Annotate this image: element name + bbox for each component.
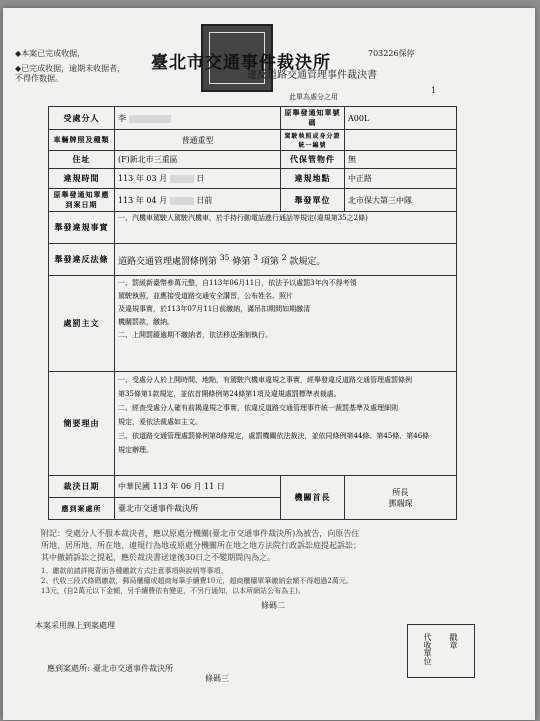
header-note-1: ◆本案已完成收据，: [15, 49, 86, 58]
penalty-text: [115, 276, 457, 372]
barcode-label: 條碼三: [205, 674, 229, 683]
text-line: 及違規事實，於113年07月11日前繳納，滿吊扣期間如期繳清: [118, 305, 311, 313]
day-unit: 日: [196, 174, 205, 183]
stamp-label: 代收單位: [423, 633, 432, 665]
cell-label: 違規時間: [49, 169, 115, 189]
table-row: [49, 276, 457, 372]
text-line: 一、受處分人於上開時間、地點，有駕駛汽機車違規之事實，經舉發違反道路交通管理處罰條例: [118, 376, 412, 384]
text-line: 機關罰款，繳納。: [118, 318, 174, 326]
cell-value: [115, 244, 457, 276]
cell-value: 北市保大第三中隊: [345, 189, 457, 212]
text-line: 第35條第1款規定，並依首開條例第24條第1項及違規處罰標準表裁處。: [118, 390, 341, 398]
cell-label: 車輛牌照及種類: [49, 130, 115, 151]
table-row: [49, 130, 457, 151]
cell-label: 原舉發通知單號碼: [281, 107, 345, 130]
document-page: [3, 8, 535, 720]
place-value: 臺北市交通事件裁決所: [93, 664, 173, 673]
table-row: [49, 107, 457, 130]
online-note: 本案采用線上到案處理: [35, 621, 115, 630]
year-value: 113: [118, 195, 134, 205]
cell-value: [115, 169, 281, 189]
cell-value: (F)新北市三重區: [115, 151, 281, 169]
cell-value: [115, 189, 281, 212]
barcode-label: 條碼二: [261, 601, 285, 610]
cell-value: 普通重型: [115, 130, 281, 151]
article-number: 35: [219, 252, 230, 262]
header-note-2: ◆已完成收据，逾期未收据者，: [15, 64, 126, 73]
table-row: [49, 244, 457, 276]
ruling-table: [48, 106, 457, 520]
text-line: 駕駛執照，並應接受道路交通安全講習，公布姓名、照片: [118, 292, 293, 300]
note-line: 附記：受處分人不服本裁決者，應以原處分機關(臺北市交通事件裁決所)為被告，向原告住: [41, 529, 360, 538]
cell-label: 裁決日期: [49, 476, 115, 498]
statute-text: 條第: [232, 256, 251, 267]
page-number: 1: [431, 86, 437, 95]
document-code: 703226保停: [368, 49, 415, 58]
place-label: 應到案處所:: [47, 664, 90, 673]
text-line: 規定辦理。: [118, 446, 153, 454]
cell-label: 原舉發通知單應到案日期: [49, 189, 115, 212]
text-line: 規定，爰依法裁處如主文。: [118, 418, 202, 426]
month-value: 04: [146, 195, 157, 205]
cell-value: [345, 130, 457, 151]
cell-label: 舉發違規事實: [49, 212, 115, 244]
statute-text: 款規定。: [289, 256, 326, 267]
text-line: 三、依道路交通管理處罰條例第8條規定，處罰機關依法裁決，並依同條例第44條、第45條、第46條: [118, 432, 430, 440]
note-line: 2、代收三段式條碼繳款，郵局櫃檯或超商每筆手續費10元，超商櫃檯單筆繳納金額不得超過2萬元。: [41, 577, 353, 585]
stamp-label: 戳章: [449, 633, 458, 649]
subparagraph-number: 2: [281, 252, 287, 262]
cell-value: 無: [345, 151, 457, 169]
text-line: 二、上開罰鍰逾期不繳納者，依法移送強制執行。: [118, 331, 272, 339]
cell-value: 一、汽機車駕駛人駕駛汽機車，於手持行動電話進行通話等規定(違規第35之2條): [115, 212, 457, 244]
cell-value: 臺北市交通事件裁決所: [115, 498, 281, 520]
small-top-label: 此單為處分之用: [289, 93, 338, 101]
cell-label: 機關首長: [281, 476, 345, 520]
document-title: 臺北市交通事件裁決所: [151, 53, 331, 73]
statute-text: 道路交通管理處罰條例第: [118, 256, 218, 267]
text-line: 二、經查受處分人確有前揭違規之事實，依違反道路交通管理事件統一裁罰基準及處理細則: [118, 404, 398, 412]
note-line: 13元，(自2萬元以下金額，另手續費依有變更，不另行通知，以本所網站公布為主)。: [41, 587, 305, 595]
paragraph-number: 3: [253, 252, 258, 262]
cell-label: 代保管物件: [281, 151, 345, 169]
cell-label: 處罰主文: [49, 276, 115, 372]
table-row: [49, 189, 457, 212]
year-unit: 年: [135, 174, 144, 183]
note-line: 其中撤銷訴訟之提起，應於裁決書送達後30日之不變期間內為之。: [41, 553, 276, 562]
table-row: [49, 169, 457, 189]
table-row: [49, 476, 457, 498]
document-subtitle: 違反道路交通管理事件裁決書: [247, 70, 377, 81]
note-line: 1、繳款前請詳閱背面各種繳款方式注意事項與說明等事項。: [41, 567, 228, 575]
cell-value: A00L: [345, 107, 457, 130]
cell-label: 舉發單位: [281, 189, 345, 212]
cell-label: 應到案處所: [49, 498, 115, 520]
cell-value: 中華民國 113 年 06 月 11 日: [115, 476, 281, 498]
month-unit: 月: [159, 174, 168, 183]
table-row: [49, 372, 457, 476]
cell-label: 住址: [49, 151, 115, 169]
cell-label: 受處分人: [49, 107, 115, 130]
recipient-name: 李: [118, 113, 126, 123]
director-name: 鄧瑞琛: [388, 498, 413, 508]
text-line: 一、罰緩新臺幣參萬元整，自113年06月11日，依法予以處罰3年內不得考領: [118, 279, 357, 287]
cell-value: 中正路: [345, 169, 457, 189]
cell-label: 駕駛執照或身分證統一編號: [281, 130, 345, 151]
year-unit: 年: [135, 195, 144, 205]
note-line: 所地、居所地、所在地、違規行為地或原處分機關所在地之地方法院行政訴訟庭提起訴訟；: [41, 541, 361, 550]
header-note-3: 不得作数据。: [15, 74, 63, 83]
day-unit: 日前: [196, 195, 213, 205]
cell-value: [115, 107, 281, 130]
table-row: [49, 212, 457, 244]
cell-label: 舉發違反法條: [49, 244, 115, 276]
month-unit: 月: [159, 195, 168, 205]
cell-label: 違規地點: [281, 169, 345, 189]
statute-text: 項第: [260, 256, 279, 267]
director-title: 所長: [392, 487, 409, 497]
collection-stamp-box: [407, 624, 475, 678]
cell-value: [345, 476, 457, 520]
month-value: 03: [146, 174, 157, 183]
reason-text: [115, 372, 457, 476]
table-row: [49, 151, 457, 169]
cell-label: 簡要理由: [49, 372, 115, 476]
year-value: 113: [118, 174, 134, 183]
